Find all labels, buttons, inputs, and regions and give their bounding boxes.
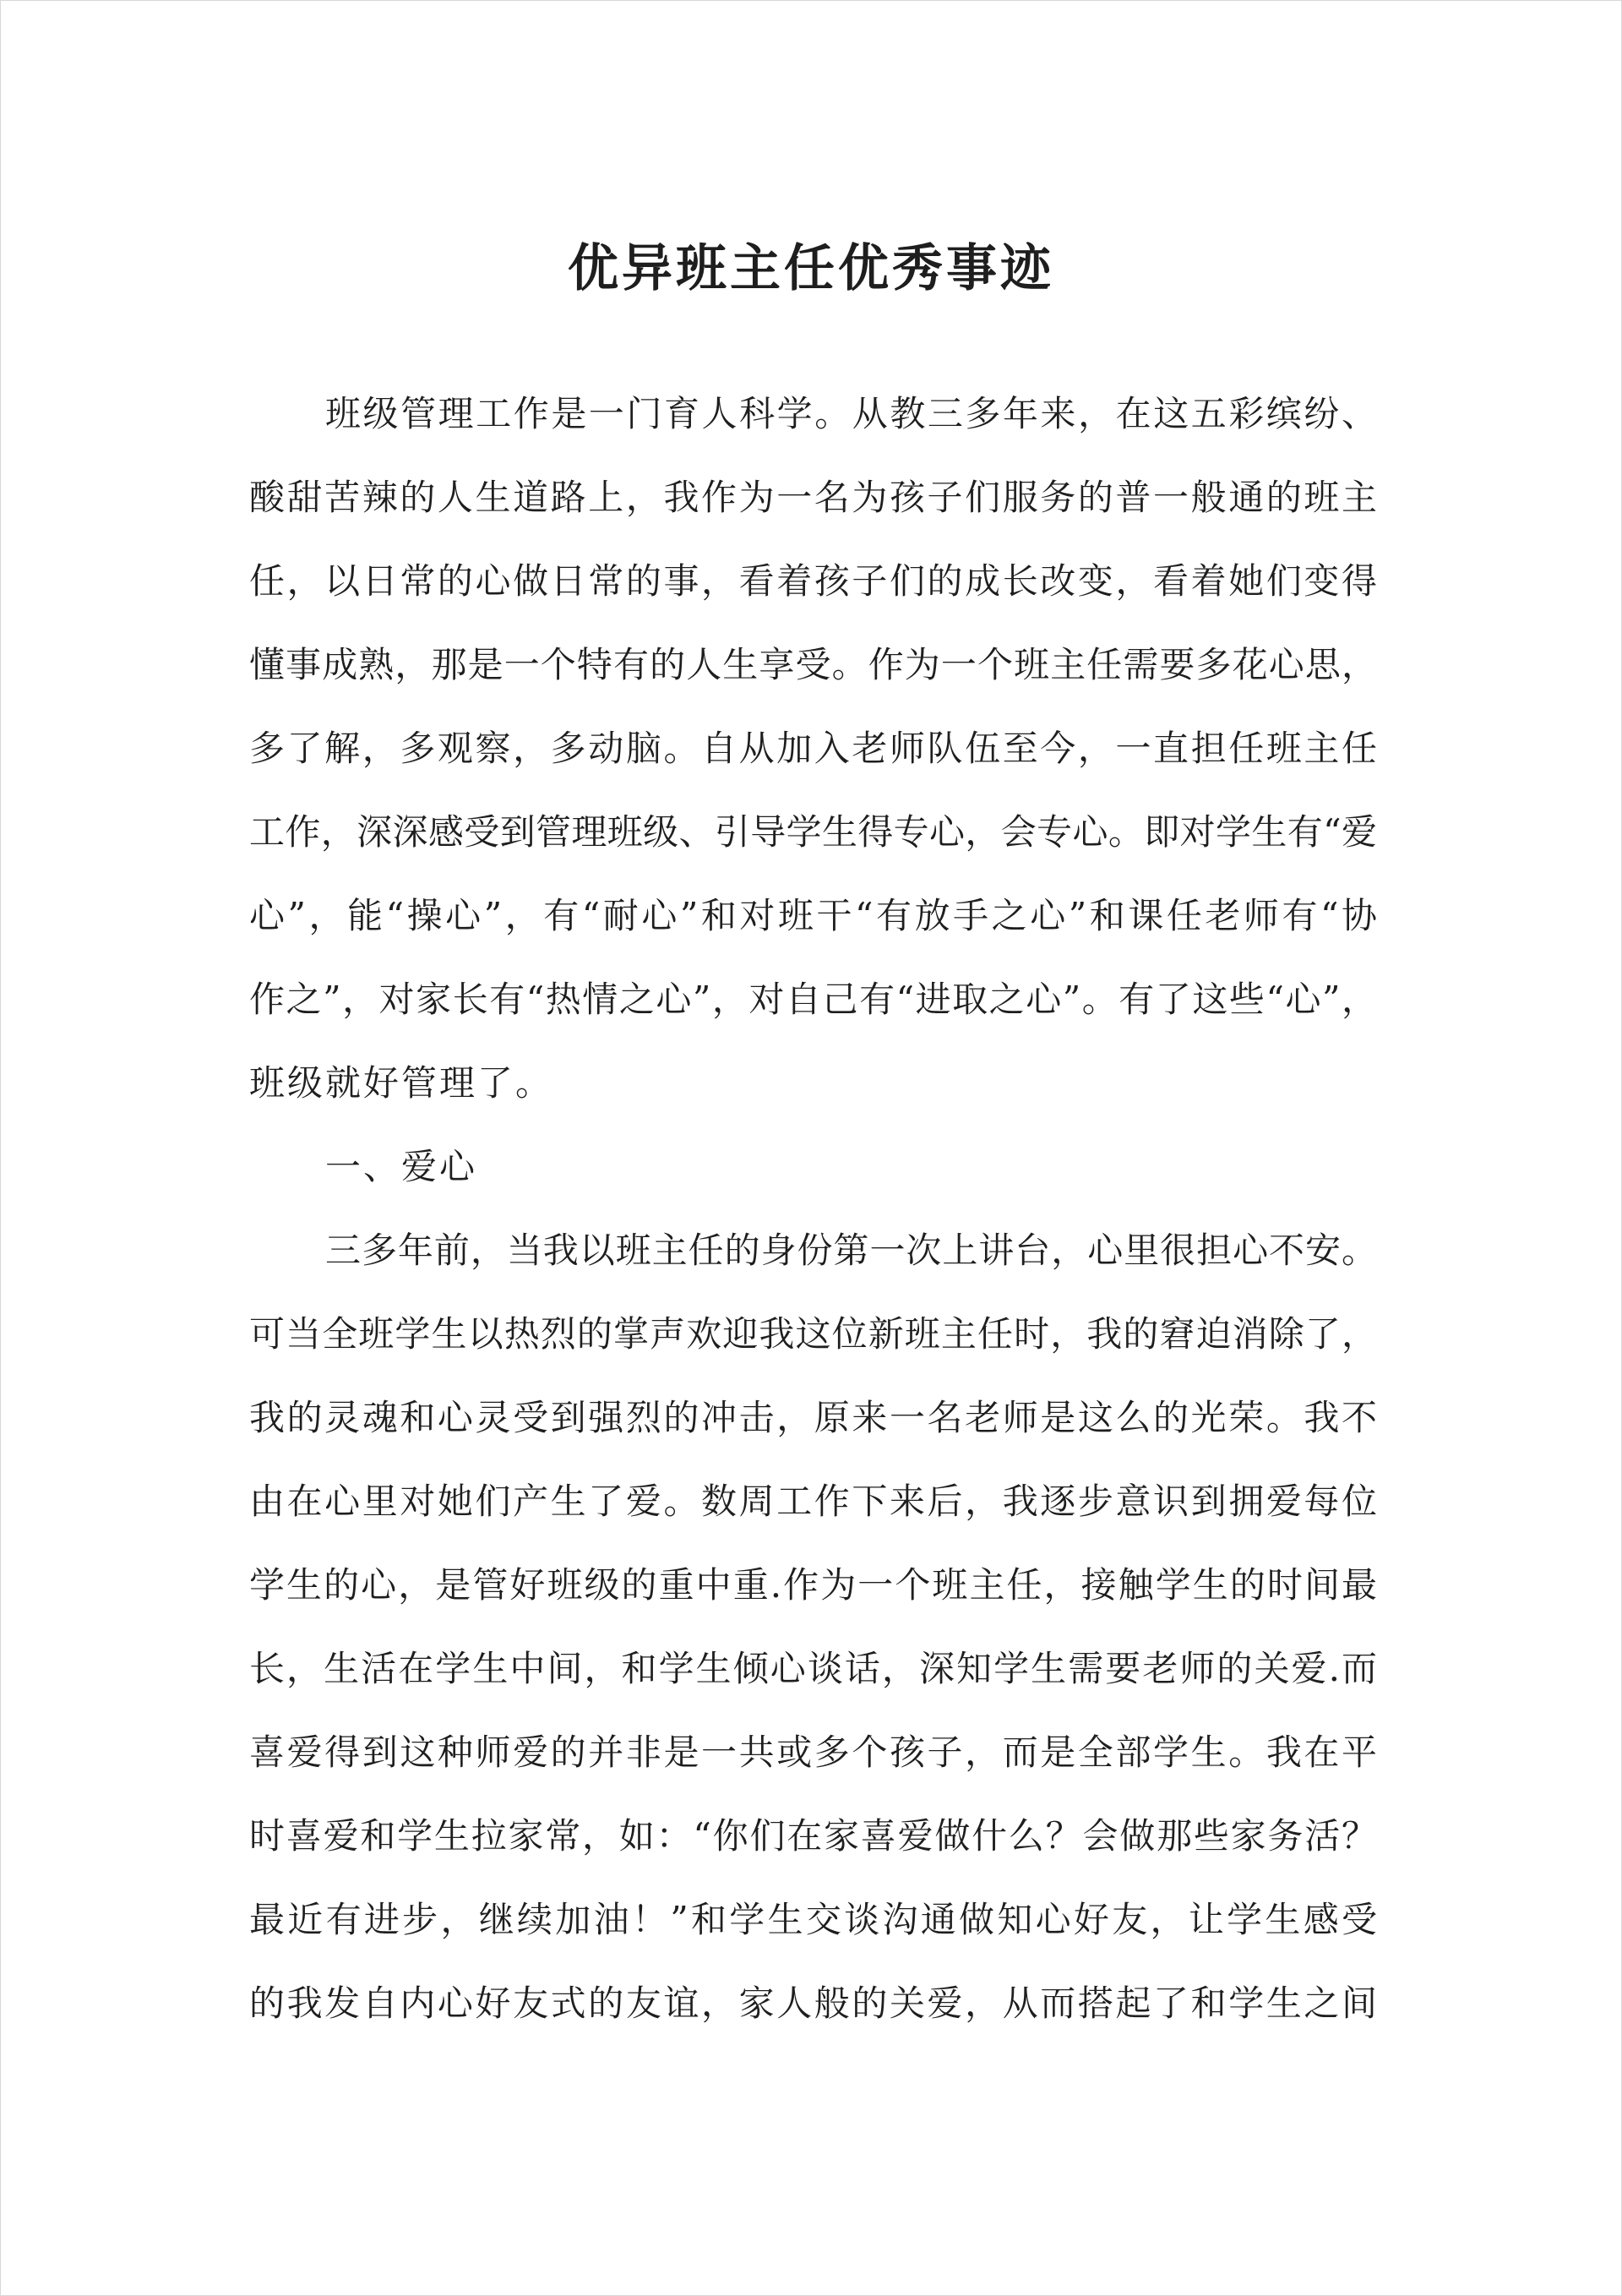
text-line: 可当全班学生以热烈的掌声欢迎我这位新班主任时，我的窘迫消除了， xyxy=(249,1313,1377,1355)
document-body xyxy=(249,372,1377,2045)
section-heading xyxy=(249,1125,1377,1208)
text-line: 酸甜苦辣的人生道路上，我作为一名为孩子们服务的普一般通的班主 xyxy=(249,477,1377,518)
text-line: 我的灵魂和心灵受到强烈的冲击，原来一名老师是这么的光荣。我不 xyxy=(249,1397,1377,1438)
paragraph-love xyxy=(249,1208,1377,2045)
section-heading-text: 一、爱心 xyxy=(325,1146,478,1187)
text-line: 时喜爱和学生拉家常，如：“你们在家喜爱做什么？会做那些家务活？ xyxy=(249,1815,1377,1857)
text-line: 的我发自内心好友式的友谊，家人般的关爱，从而搭起了和学生之间 xyxy=(249,1982,1377,2024)
text-line: 多了解，多观察，多动脑。自从加入老师队伍至今，一直担任班主任 xyxy=(249,728,1377,769)
text-line: 任，以日常的心做日常的事，看着孩子们的成长改变，看着她们变得 xyxy=(249,560,1377,602)
text-line: 工作，深深感受到管理班级、引导学生得专心，会专心。即对学生有“爱 xyxy=(249,811,1377,853)
text-line: 学生的心，是管好班级的重中重.作为一个班主任，接触学生的时间最 xyxy=(249,1564,1377,1606)
text-line: 三多年前，当我以班主任的身份第一次上讲台，心里很担心不安。 xyxy=(325,1230,1377,1271)
text-line: 班级就好管理了。 xyxy=(249,1062,554,1104)
text-line: 班级管理工作是一门育人科学。从教三多年来，在这五彩缤纷、 xyxy=(325,393,1377,434)
text-line: 心”，能“操心”，有“耐心”和对班干“有放手之心”和课任老师有“协 xyxy=(249,895,1377,936)
document-title: 优异班主任优秀事迹 xyxy=(568,239,1054,299)
text-line: 喜爱得到这种师爱的并非是一共或多个孩子，而是全部学生。我在平 xyxy=(249,1732,1377,1773)
paragraph-intro xyxy=(249,372,1377,1125)
text-line: 最近有进步，继续加油！”和学生交谈沟通做知心好友，让学生感受 xyxy=(249,1899,1377,1940)
text-line: 长，生活在学生中间，和学生倾心谈话，深知学生需要老师的关爱.而 xyxy=(249,1648,1377,1689)
text-line: 懂事成熟，那是一个特有的人生享受。作为一个班主任需要多花心思， xyxy=(249,644,1377,685)
text-line: 作之”，对家长有“热情之心”，对自己有“进取之心”。有了这些“心”， xyxy=(249,979,1377,1020)
text-line: 由在心里对她们产生了爱。数周工作下来后，我逐步意识到拥爱每位 xyxy=(249,1481,1377,1522)
